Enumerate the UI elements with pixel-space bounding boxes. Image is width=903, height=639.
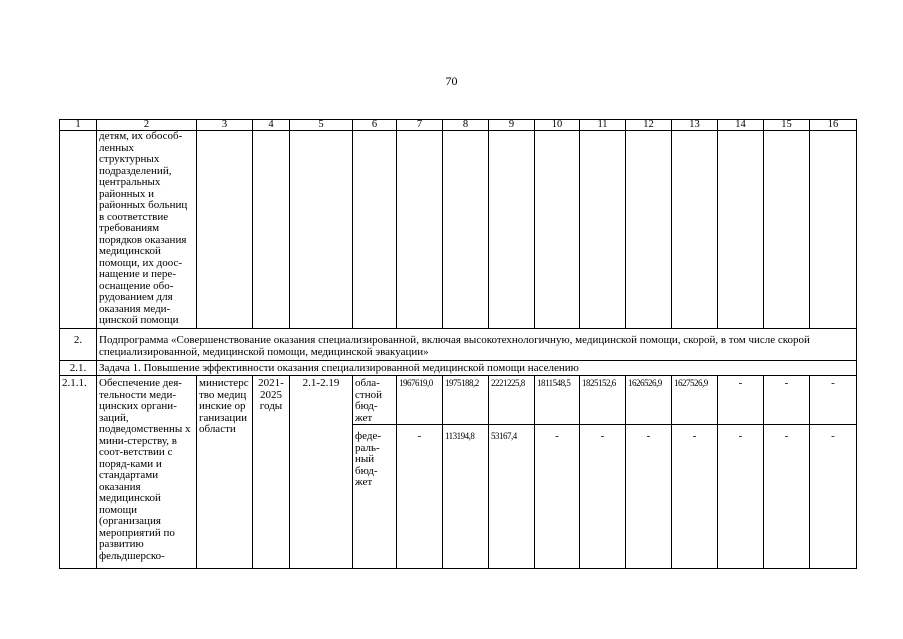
- col-header: 16: [810, 120, 857, 131]
- col-header: 11: [580, 120, 626, 131]
- subprogram-row: [60, 329, 857, 361]
- federal-value: -: [810, 425, 857, 569]
- col-header: 13: [672, 120, 718, 131]
- col-header: 15: [764, 120, 810, 131]
- col-header: 12: [626, 120, 672, 131]
- regional-value: 1967619,0: [397, 376, 443, 425]
- col-header: 8: [443, 120, 489, 131]
- regional-value: 2221225,8: [489, 376, 535, 425]
- col-header: 2: [97, 120, 197, 131]
- page-number: 70: [445, 74, 458, 88]
- measure-description: Обеспечение дея-тельности меди-цинских органи-заций, подведомственны х мини-стерству, в соот-ветствии с поряд-ками и стандартами оказания медицинской помощи (организация мероприятий по развитию фельдшерско-: [97, 376, 197, 569]
- regional-value: 1627526,9: [672, 376, 718, 425]
- col-header: 10: [535, 120, 580, 131]
- regional-value: -: [718, 376, 764, 425]
- regional-value: -: [810, 376, 857, 425]
- measure-period: 2021-2025 годы: [253, 376, 290, 569]
- col-header: 1: [60, 120, 97, 131]
- federal-value: -: [535, 425, 580, 569]
- task-row: [60, 361, 857, 376]
- col-header: 7: [397, 120, 443, 131]
- col-header: 3: [197, 120, 253, 131]
- col-header: 6: [353, 120, 397, 131]
- budget-source-federal: феде-раль-ный бюд-жет: [353, 425, 397, 569]
- federal-value: -: [764, 425, 810, 569]
- regional-value: 1975188,2: [443, 376, 489, 425]
- column-number-row: [60, 120, 857, 131]
- budget-source-regional: обла-стной бюд-жет: [353, 376, 397, 425]
- regional-value: -: [764, 376, 810, 425]
- regional-value: 1825152,6: [580, 376, 626, 425]
- measure-executor: министерство медицинские организации области: [197, 376, 253, 569]
- federal-value: 113194,8: [443, 425, 489, 569]
- measure-row-regional: [60, 376, 857, 425]
- subprogram-title: Подпрограмма «Совершенствование оказания специализированной, включая высокотехнологичную, медицинской помощи, скорой, в том числе скорой специализированной, медицинской помощи, медицинской эвакуации»: [97, 329, 857, 361]
- federal-value: -: [672, 425, 718, 569]
- continued-row: [60, 131, 857, 329]
- federal-value: -: [718, 425, 764, 569]
- col-header: 4: [253, 120, 290, 131]
- measure-indicators: 2.1-2.19: [290, 376, 353, 569]
- federal-value: -: [626, 425, 672, 569]
- measure-number: 2.1.1.: [60, 376, 97, 569]
- col-header: 9: [489, 120, 535, 131]
- regional-value: 1626526,9: [626, 376, 672, 425]
- program-table: [59, 119, 857, 569]
- regional-value: 1811548,5: [535, 376, 580, 425]
- federal-value: -: [397, 425, 443, 569]
- continued-description: детям, их обособ-ленных структурных подразделений, центральных районных и районных больниц в соответствие требованиям порядков оказания медицинской помощи, их доос-нащение и пере-оснащение обо-рудованием для оказания меди-цинской помощи: [97, 131, 197, 329]
- task-title: Задача 1. Повышение эффективности оказания специализированной медицинской помощи населению: [97, 361, 857, 376]
- federal-value: 53167,4: [489, 425, 535, 569]
- subprogram-number: 2.: [60, 329, 97, 361]
- col-header: 14: [718, 120, 764, 131]
- federal-value: -: [580, 425, 626, 569]
- col-header: 5: [290, 120, 353, 131]
- task-number: 2.1.: [60, 361, 97, 376]
